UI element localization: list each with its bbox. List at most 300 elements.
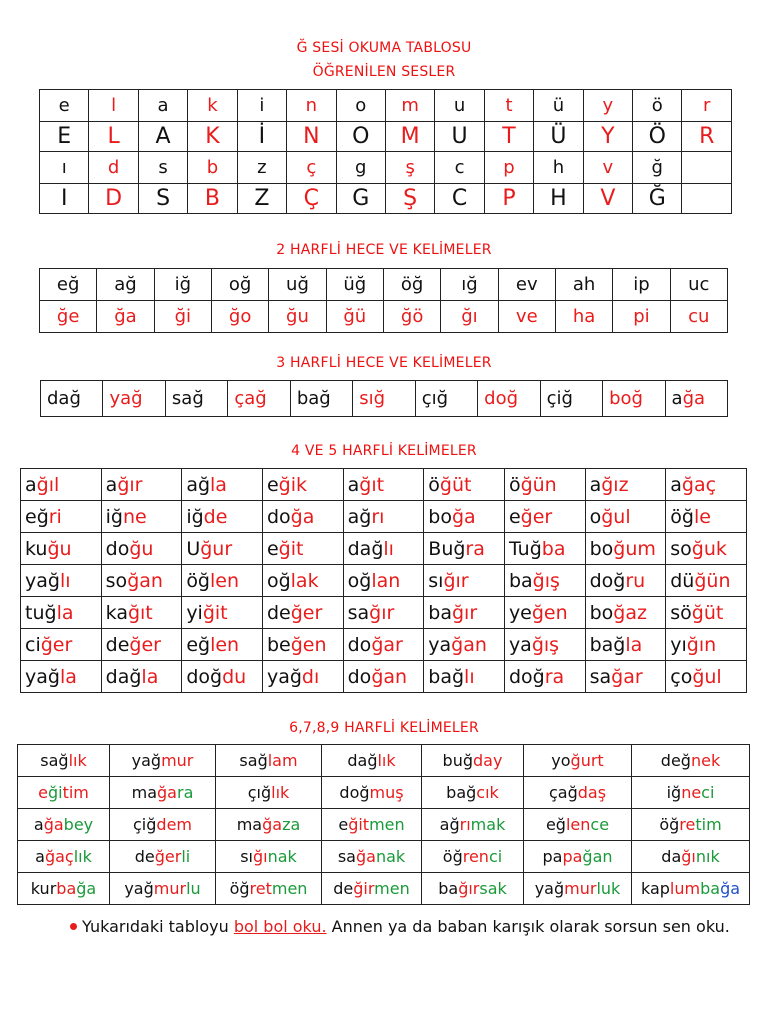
word-cell (422, 777, 524, 809)
syllable: do (347, 665, 372, 688)
syllable: a (671, 388, 683, 409)
syllable: dü (670, 569, 695, 592)
word-cell (110, 873, 216, 905)
syllable: ğer (290, 601, 323, 624)
syllable: ğit (348, 815, 370, 834)
word-cell (632, 745, 750, 777)
word-cell (666, 661, 747, 693)
syllable: de (266, 601, 291, 624)
word-cell (322, 809, 422, 841)
word-cell (262, 629, 343, 661)
syllable: nak (267, 847, 297, 866)
syllable: ren (462, 847, 489, 866)
word-cell (585, 565, 666, 597)
syllable: çiğ (546, 388, 573, 409)
syllable: lık (73, 847, 92, 866)
syllable: ğır (369, 601, 395, 624)
syllable: muş (369, 783, 404, 802)
syllable: ğaz (613, 601, 647, 624)
word-cell (101, 629, 182, 661)
syllable: mur (153, 879, 187, 898)
letter-cell: T (484, 122, 533, 152)
syllable-cell: pi (613, 301, 670, 333)
word-cell (110, 809, 216, 841)
word-cell (585, 533, 666, 565)
syllable: rı (371, 505, 385, 528)
syllable: ne (681, 783, 702, 802)
letter-cell: Ş (385, 184, 434, 214)
syllable: ra (176, 783, 194, 802)
word-cell (424, 661, 505, 693)
word-cell (424, 597, 505, 629)
long-word-table (17, 744, 750, 905)
syllable: o (589, 505, 602, 528)
letter-cell: Ü (534, 122, 583, 152)
syllable: ğa (355, 847, 376, 866)
word-cell (216, 809, 322, 841)
syllable: yağ (25, 665, 60, 688)
syllable: ğün (694, 569, 731, 592)
word-cell (632, 777, 750, 809)
syllable: ğa (290, 505, 315, 528)
syllable: ğır (452, 601, 478, 624)
syllable: ğa (451, 505, 476, 528)
syllable-cell: ağ (97, 269, 154, 301)
syllable: lık (377, 751, 396, 770)
word-cell (665, 381, 727, 417)
letter-cell: h (534, 152, 583, 184)
syllable: len (210, 633, 240, 656)
word-row (21, 629, 747, 661)
letter-cell: y (583, 90, 632, 122)
syllable: ğa (43, 815, 64, 834)
syllable: ba (428, 601, 452, 624)
letter-cell: I (40, 184, 89, 214)
word-cell (165, 381, 227, 417)
syllable: nak (375, 847, 406, 866)
word-cell (262, 565, 343, 597)
word-cell (216, 777, 322, 809)
letter-cell: s (138, 152, 187, 184)
letter-cell: ö (633, 90, 682, 122)
syllable: ö (508, 473, 521, 496)
syllable: ru (625, 569, 646, 592)
syllable: iğ (666, 783, 682, 802)
word-cell (343, 629, 424, 661)
letter-cell: u (435, 90, 484, 122)
syllable: ço (670, 665, 693, 688)
word-cell (101, 661, 182, 693)
letter-cell: r (682, 90, 732, 122)
syllable: de (203, 505, 228, 528)
word-cell (585, 597, 666, 629)
syllable: be (266, 633, 291, 656)
word-cell (216, 841, 322, 873)
syllable: yağ (266, 665, 302, 688)
syllable: bağ (589, 633, 626, 656)
syllable: sı (428, 569, 444, 592)
word-cell (103, 381, 165, 417)
word-row (21, 533, 747, 565)
word-cell (504, 565, 585, 597)
syllable-cell: ğu (269, 301, 326, 333)
syllable: doğ (339, 783, 370, 802)
syllable: sa (589, 665, 612, 688)
word-row (21, 565, 747, 597)
syllable: sağ (171, 388, 204, 409)
section6-title: 6,7,8,9 HARFLİ KELİMELER (289, 720, 479, 736)
syllable: ğur (200, 537, 233, 560)
syllable: ğuk (691, 537, 727, 560)
word-cell (666, 533, 747, 565)
syllable: ğaç (44, 847, 74, 866)
letter-cell: D (89, 184, 138, 214)
word-cell (216, 873, 322, 905)
word-cell (101, 469, 182, 501)
word-row (18, 745, 750, 777)
syllable: le (693, 505, 711, 528)
footer-emphasis-link: bol bol oku. (233, 917, 327, 936)
letter-cell: C (435, 184, 484, 214)
word-cell (422, 745, 524, 777)
word-cell (21, 501, 102, 533)
syllable: ku (25, 537, 48, 560)
letter-cell: U (435, 122, 484, 152)
syllable: ğu (129, 537, 154, 560)
syllable: za (282, 815, 301, 834)
syllable: iğ (186, 505, 204, 528)
syllable: bey (63, 815, 94, 834)
syllable: yağ (25, 569, 60, 592)
section3-title: 3 HARFLİ HECE VE KELİMELER (276, 355, 492, 371)
word-row (21, 501, 747, 533)
syllable: buğ (442, 751, 473, 770)
syllable: ğa (262, 815, 283, 834)
syllable: ğış (531, 633, 560, 656)
page-title: Ğ SESİ OKUMA TABLOSU (296, 40, 472, 56)
word-cell (504, 661, 585, 693)
syllable: ri (48, 505, 62, 528)
syllable: a (670, 473, 682, 496)
syllable-row (40, 269, 728, 301)
syllable: ğen (531, 601, 568, 624)
word-cell (290, 381, 352, 417)
syllable: ğüt (439, 473, 472, 496)
syllable: ci (25, 633, 41, 656)
word-cell (504, 597, 585, 629)
letter-cell: Y (583, 122, 632, 152)
syllable: de (134, 847, 155, 866)
word-cell (353, 381, 415, 417)
syllable: ğer (520, 505, 553, 528)
word-cell (422, 809, 524, 841)
letter-row (40, 152, 732, 184)
letter-cell: G (336, 184, 385, 214)
letter-cell: S (138, 184, 187, 214)
syllable: do (266, 505, 291, 528)
syllable: çağ (234, 388, 267, 409)
syllable: du (222, 665, 247, 688)
syllable-cell: ve (498, 301, 555, 333)
syllable: ği (47, 783, 63, 802)
two-letter-table (39, 268, 728, 333)
letter-row (40, 184, 732, 214)
word-cell (424, 469, 505, 501)
word-cell (524, 809, 632, 841)
syllable: çığ (421, 388, 449, 409)
word-row (18, 777, 750, 809)
letter-cell: p (484, 152, 533, 184)
word-cell (524, 745, 632, 777)
word-cell (21, 469, 102, 501)
word-cell (21, 533, 102, 565)
syllable: mur (161, 751, 194, 770)
syllable: sa (337, 847, 356, 866)
syllable: ğır (443, 569, 469, 592)
syllable: ka (105, 601, 128, 624)
syllable: doğ (589, 569, 626, 592)
syllable: kap (640, 879, 670, 898)
syllable: do (105, 537, 130, 560)
letter-cell: l (89, 90, 138, 122)
word-cell (262, 501, 343, 533)
syllable: yo (551, 751, 571, 770)
syllable: pa (562, 847, 583, 866)
word-cell (101, 565, 182, 597)
syllable-cell: eğ (40, 269, 97, 301)
syllable: sı (240, 847, 253, 866)
word-cell (182, 629, 263, 661)
syllable: a (33, 815, 44, 834)
word-cell (262, 661, 343, 693)
syllable: e (338, 815, 349, 834)
syllable-cell: ğı (441, 301, 498, 333)
word-cell (666, 565, 747, 597)
syllable: ğın (686, 633, 717, 656)
word-cell (21, 565, 102, 597)
word-row (41, 381, 728, 417)
word-cell (415, 381, 477, 417)
syllable: ğı (252, 847, 268, 866)
word-cell (18, 873, 110, 905)
word-cell (343, 597, 424, 629)
letter-cell: g (336, 152, 385, 184)
syllable-cell: ğü (326, 301, 383, 333)
syllable: lam (267, 751, 298, 770)
letter-cell: v (583, 152, 632, 184)
word-row (18, 873, 750, 905)
word-cell (524, 841, 632, 873)
word-cell (540, 381, 602, 417)
syllable: lı (464, 665, 475, 688)
syllable: a (105, 473, 118, 496)
syllable: ğan (451, 633, 487, 656)
syllable: ne (123, 505, 147, 528)
syllable: do (347, 633, 372, 656)
word-cell (18, 777, 110, 809)
syllable: ba (56, 879, 77, 898)
word-cell (632, 809, 750, 841)
letter-row (40, 122, 732, 152)
syllable: ma (236, 815, 263, 834)
section4-title: 4 VE 5 HARFLİ KELİMELER (291, 443, 477, 459)
syllable: ya (428, 633, 452, 656)
syllable: e (38, 783, 48, 802)
letter-cell: K (188, 122, 237, 152)
syllable: ğurt (570, 751, 604, 770)
syllable: boğ (609, 388, 643, 409)
syllable: de (333, 879, 354, 898)
syllable: eğ (545, 815, 566, 834)
word-cell (18, 841, 110, 873)
letter-cell: M (385, 122, 434, 152)
syllable: nek (690, 751, 721, 770)
syllable: ğu (47, 537, 72, 560)
syllable: ğik (278, 473, 308, 496)
word-cell (666, 597, 747, 629)
letter-cell: n (287, 90, 336, 122)
syllable-cell: ğe (40, 301, 97, 333)
syllable: sa (347, 601, 370, 624)
syllable: cık (476, 783, 499, 802)
word-cell (504, 469, 585, 501)
syllable: ğaç (681, 473, 717, 496)
syllable-cell: ğö (383, 301, 440, 333)
syllable: dağ (347, 537, 384, 560)
syllable: tim (62, 783, 89, 802)
syllable-cell: oğ (211, 269, 268, 301)
syllable: yı (670, 633, 687, 656)
word-cell (343, 501, 424, 533)
syllable: oğ (347, 569, 372, 592)
syllable: Buğ (428, 537, 466, 560)
word-row (18, 841, 750, 873)
syllable: ğıt (127, 601, 153, 624)
syllable: sak (479, 879, 507, 898)
syllable: lı (59, 569, 71, 592)
word-cell (101, 597, 182, 629)
word-cell (101, 501, 182, 533)
word-cell (343, 469, 424, 501)
syllable: lum (669, 879, 701, 898)
syllable: la (210, 473, 227, 496)
letter-cell: i (237, 90, 286, 122)
syllable: ğul (692, 665, 722, 688)
letter-cell: B (188, 184, 237, 214)
word-cell (424, 629, 505, 661)
footer-text-before: Yukarıdaki tabloyu (82, 917, 234, 936)
syllable: men (369, 815, 405, 834)
four-five-letter-table (20, 468, 747, 693)
syllable: lu (186, 879, 201, 898)
word-cell (18, 745, 110, 777)
syllable: de (105, 633, 130, 656)
letter-cell: Ö (633, 122, 682, 152)
syllable-cell: üğ (326, 269, 383, 301)
syllable: ğir (353, 879, 375, 898)
syllable: ğır (458, 879, 480, 898)
syllable: doğ (186, 665, 223, 688)
syllable: lak (290, 569, 319, 592)
syllable-cell: ha (555, 301, 612, 333)
word-cell (21, 629, 102, 661)
word-cell (262, 469, 343, 501)
word-cell (322, 873, 422, 905)
word-cell (110, 841, 216, 873)
syllable: ğün (520, 473, 557, 496)
syllable: la (625, 633, 643, 656)
syllable: ğen (290, 633, 327, 656)
letter-cell: k (188, 90, 237, 122)
word-cell (262, 597, 343, 629)
syllable: ö (428, 473, 440, 496)
word-cell (343, 565, 424, 597)
word-cell (18, 809, 110, 841)
letter-cell: ş (385, 152, 434, 184)
letter-cell: P (484, 184, 533, 214)
syllable: ğa (157, 783, 177, 802)
syllable: doğ (508, 665, 545, 688)
syllable-cell: ığ (441, 269, 498, 301)
syllable: so (670, 537, 692, 560)
syllable: tim (695, 815, 722, 834)
word-cell (632, 873, 750, 905)
syllable: eğ (25, 505, 49, 528)
syllable: a (35, 847, 45, 866)
syllable-cell: ğa (97, 301, 154, 333)
word-cell (322, 841, 422, 873)
word-cell (110, 745, 216, 777)
word-cell (478, 381, 540, 417)
syllable: la (56, 601, 74, 624)
syllable: ra (465, 537, 485, 560)
word-row (21, 469, 747, 501)
syllable: ğum (613, 537, 656, 560)
letter-cell: b (188, 152, 237, 184)
letter-cell: c (435, 152, 484, 184)
syllable: yağ (124, 879, 154, 898)
syllable: ğer (40, 633, 73, 656)
letter-cell: Ç (287, 184, 336, 214)
syllable: ğış (532, 569, 560, 592)
syllable: yağ (109, 388, 143, 409)
letter-cell: A (138, 122, 187, 152)
syllable: men (271, 879, 308, 898)
letter-cell: İ (237, 122, 286, 152)
word-cell (666, 469, 747, 501)
word-cell (585, 469, 666, 501)
syllable: so (105, 569, 128, 592)
syllable: pa (542, 847, 563, 866)
syllable: dağ (47, 388, 81, 409)
syllable: yağ (534, 879, 565, 898)
syllable: dem (156, 815, 192, 834)
syllable: dağ (347, 751, 378, 770)
syllable-cell: ah (555, 269, 612, 301)
syllable: yağ (131, 751, 162, 770)
syllable: oğ (266, 569, 291, 592)
letter-cell: Ğ (633, 184, 682, 214)
word-row (21, 661, 747, 693)
letters-table (39, 89, 732, 214)
word-cell (632, 841, 750, 873)
page-subtitle: ÖĞRENİLEN SESLER (312, 64, 456, 80)
syllable: bo (589, 537, 614, 560)
syllable: da (661, 847, 682, 866)
syllable: çiğ (133, 815, 157, 834)
word-cell (216, 745, 322, 777)
syllable: a (589, 473, 602, 496)
